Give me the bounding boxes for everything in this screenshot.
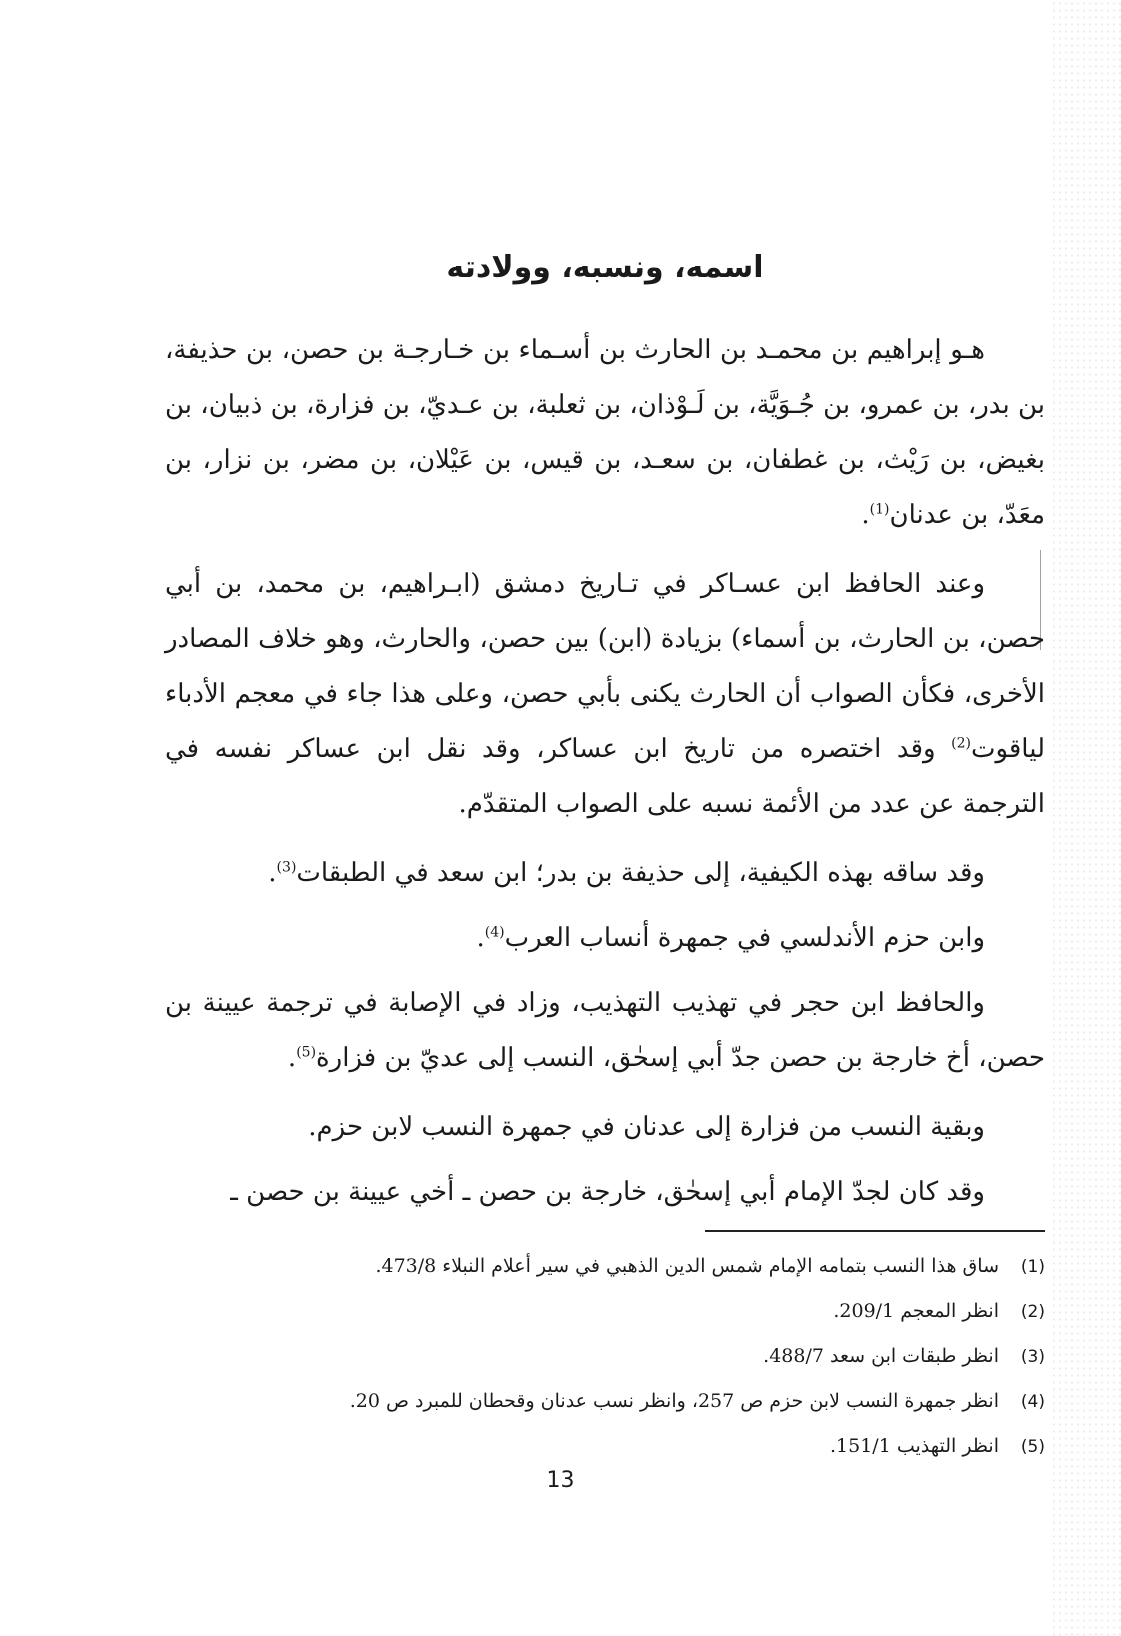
paragraph-grandfather: وقد كان لجدّ الإمام أبي إسحٰق، خارجة بن حصن ـ أخي عيينة بن حصن ـ — [230, 1177, 985, 1207]
footnote-number: (2) — [1020, 1302, 1045, 1322]
footnote-text: انظر طبقات ابن سعد 488/7. — [763, 1345, 999, 1367]
footnote-number: (3) — [1020, 1347, 1045, 1367]
footnote-text: انظر التهذيب 151/1. — [829, 1435, 999, 1457]
paragraph-lineage: هـو إبراهيم بن محمـد بن الحارث بن أسـماء بن خـارجـة بن حصن، بن حذيفة، بن بدر، بن عمرو، بن جُـوَيَّة، بن لَـوْذان، بن ثعلبة، بن عـديّ، بن فزارة، بن ذبيان، بن بغيض، بن رَيْث، بن غطفان، بن سعـد، بن قيس، بن عَيْلان، بن مضر، بن نزار، بن معَدّ، بن عدنان$^{(1)}$. — [165, 335, 1045, 530]
footnote-text: انظر جمهرة النسب لابن حزم ص 257، وانظر نسب عدنان وقحطان للمبرد ص 20. — [349, 1390, 999, 1412]
footnote-separator — [705, 1230, 1045, 1232]
footnote-ref-5[interactable]: (5) — [296, 1044, 317, 1061]
footnote-text: انظر المعجم 209/1. — [833, 1300, 999, 1322]
footnote-text: ساق هذا النسب بتمامه الإمام شمس الدين الذهبي في سير أعلام النبلاء 473/8. — [375, 1255, 999, 1277]
footnote-ref-1[interactable]: (1) — [869, 501, 890, 518]
paragraph-remaining-lineage: وبقية النسب من فزارة إلى عدنان في جمهرة النسب لابن حزم. — [308, 1112, 985, 1142]
footnote-list — [165, 1244, 1045, 1469]
page-number: 13 — [546, 1468, 575, 1493]
paragraph-ibn-asakir: وعند الحافظ ابن عسـاكر في تـاريخ دمشق (ابـراهيم، بن محمد، بن أبي حصن، بن الحارث، بن أسماء) بزيادة (ابن) بين حصن، والحارث، وهو خلاف المصادر الأخرى، فكأن الصواب أن الحارث يكنى بأبي حصن، وعلى هذا جاء في معجم الأدباء لياقوت$^{(2)}$ وقد اختصره من تاريخ ابن عساكر، وقد نقل ابن عساكر نفسه في الترجمة عن عدد من الأئمة نسبه على الصواب المتقدّم. — [165, 569, 1045, 819]
footnote-ref-2[interactable]: (2) — [951, 735, 971, 752]
paragraph-ibn-hajar: والحافظ ابن حجر في تهذيب التهذيب، وزاد في الإصابة في ترجمة عيينة بن حصن، أخ خارجة بن حصن جدّ أبي إسحٰق، النسب إلى عديّ بن فزارة$^{(5)}$. — [165, 988, 1045, 1073]
footnote-ref-4[interactable]: (4) — [484, 924, 505, 941]
footnote-number: (1) — [1020, 1257, 1045, 1277]
paragraph-ibn-saad: وقد ساقه بهذه الكيفية، إلى حذيفة بن بدر؛ ابن سعد في الطبقات$^{(3)}$. — [268, 858, 985, 888]
footnote-5 — [165, 1424, 1045, 1469]
document-page — [165, 220, 1045, 1469]
footnote-4 — [165, 1379, 1045, 1424]
footnote-ref-3[interactable]: (3) — [276, 859, 297, 876]
footnote-number: (5) — [1020, 1437, 1045, 1457]
footnote-3 — [165, 1334, 1045, 1379]
footnote-2 — [165, 1289, 1045, 1334]
footnote-1 — [165, 1244, 1045, 1289]
chapter-title: اسمه، ونسبه، وولادته — [446, 250, 764, 285]
paragraph-ibn-hazm: وابن حزم الأندلسي في جمهرة أنساب العرب$^{(4)}$. — [476, 923, 985, 953]
footnote-number: (4) — [1020, 1392, 1045, 1412]
scan-speckle-right — [1051, 0, 1121, 1636]
